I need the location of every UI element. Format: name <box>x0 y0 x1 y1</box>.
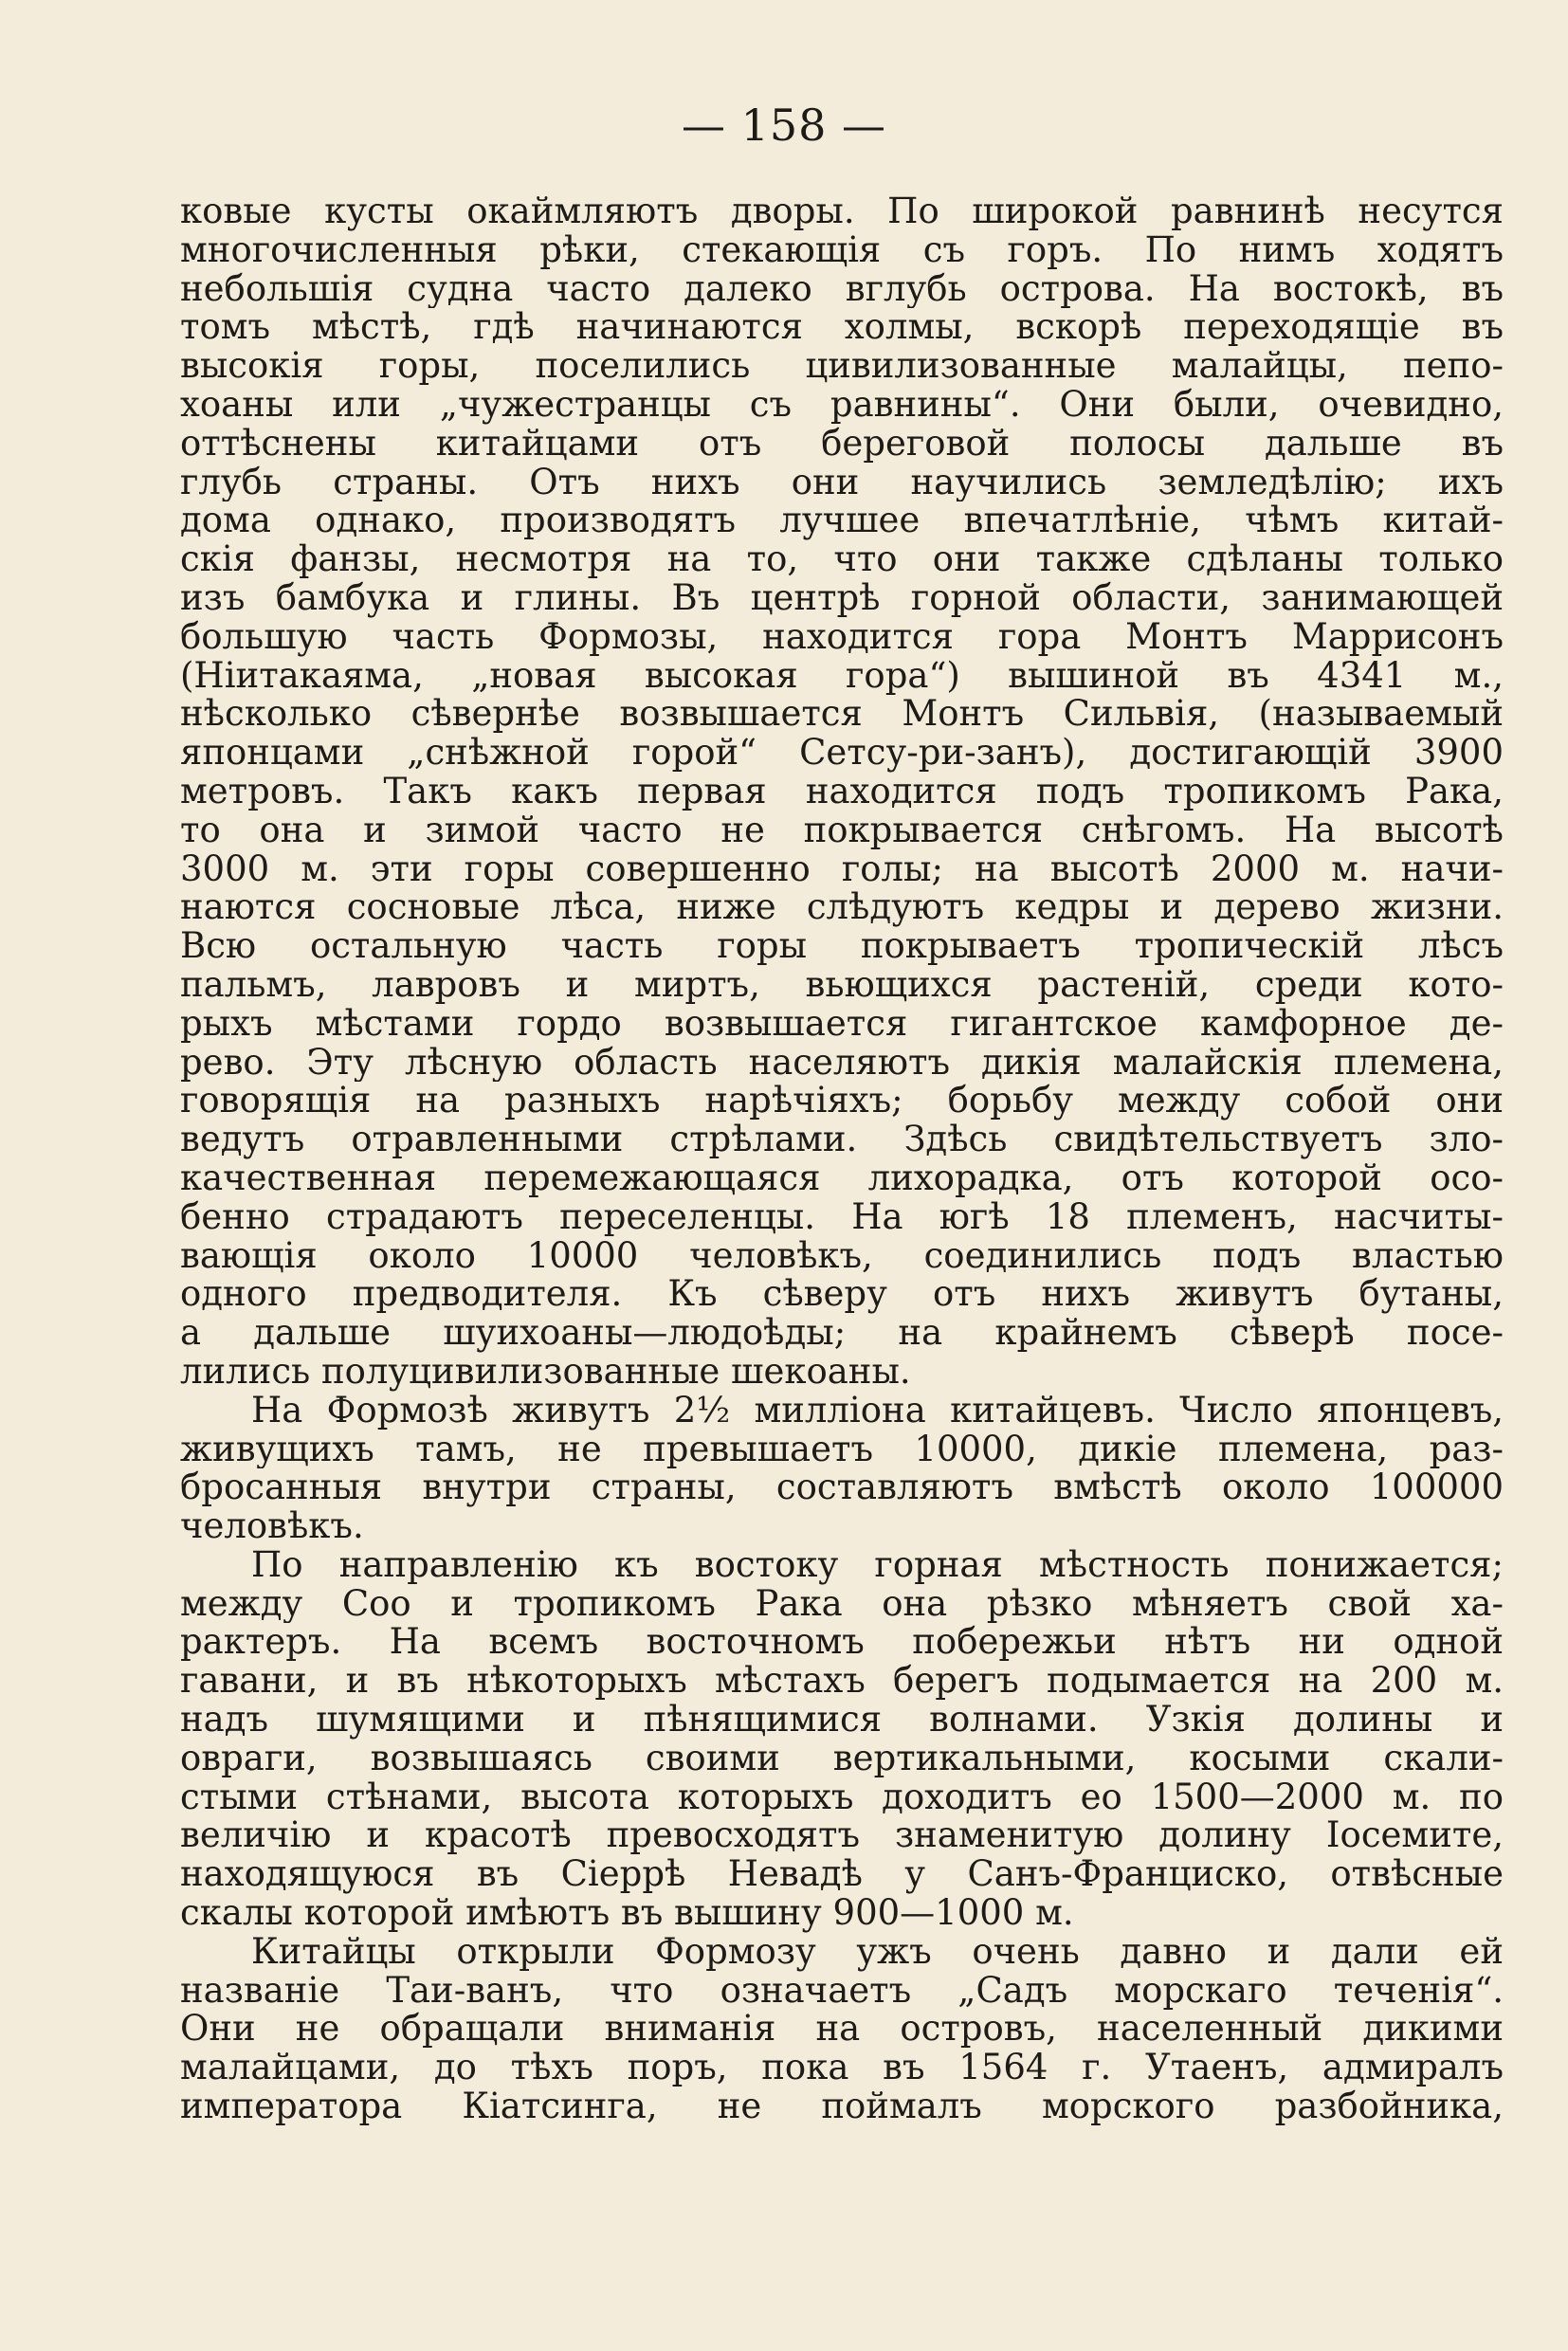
text-line: На Формозѣ живутъ 2½ милліона китайцевъ. Число японцевъ, <box>251 1391 1504 1431</box>
text-line: надъ шумящими и пѣнящимися волнами. Узкія долины и <box>180 1701 1504 1740</box>
text-line: наются сосновые лѣса, ниже слѣдуютъ кедры и дерево жизни. <box>180 888 1504 928</box>
text-line: многочисленныя рѣки, стекающія съ горъ. По нимъ ходятъ <box>180 230 1504 270</box>
text-line: малайцами, до тѣхъ поръ, пока въ 1564 г. Утаенъ, адмиралъ <box>180 2049 1504 2088</box>
text-line: находящуюся въ Сіеррѣ Невадѣ у Санъ-Франциско, отвѣсные <box>180 1855 1504 1895</box>
text-line: между Соо и тропикомъ Рака она рѣзко мѣняетъ свой ха- <box>180 1584 1504 1624</box>
text-line: томъ мѣстѣ, гдѣ начинаются холмы, вскорѣ переходящіе въ <box>180 308 1504 348</box>
text-line: пальмъ, лавровъ и миртъ, вьющихся растеній, среди кото- <box>180 965 1504 1005</box>
text-line: а дальше шуихоаны—людоѣды; на крайнемъ сѣверѣ посе- <box>180 1314 1504 1353</box>
text-line: Они не обращали вниманія на островъ, населенный дикими <box>180 2010 1504 2050</box>
text-line: бросанныя внутри страны, составляютъ вмѣстѣ около 100000 <box>180 1468 1504 1508</box>
text-line: метровъ. Такъ какъ первая находится подъ тропикомъ Рака, <box>180 772 1504 811</box>
text-line: названіе Таи-ванъ, что означаетъ „Садъ морскаго теченія“. <box>180 1971 1504 2011</box>
text-line: величію и красотѣ превосходятъ знаменитую долину Іосемите, <box>180 1816 1504 1856</box>
text-line: дома однако, производятъ лучшее впечатлѣніе, чѣмъ китай- <box>180 501 1504 541</box>
text-line: небольшія судна часто далеко вглубь острова. На востокѣ, въ <box>180 269 1504 309</box>
text-line: императора Кіатсинга, не поймалъ морского разбойника, <box>180 2087 1504 2126</box>
text-line: глубь страны. Отъ нихъ они научились земледѣлію; ихъ <box>180 463 1504 502</box>
text-line: хоаны или „чужестранцы съ равнины“. Они были, очевидно, <box>180 385 1504 425</box>
text-line: рыхъ мѣстами гордо возвышается гигантское камфорное де- <box>180 1004 1504 1044</box>
text-line: По направленію къ востоку горная мѣстность понижается; <box>251 1545 1504 1585</box>
text-line: высокія горы, поселились цивилизованные малайцы, пепо- <box>180 347 1504 386</box>
text-line: ковые кусты окаймляютъ дворы. По широкой равнинѣ несутся <box>180 192 1504 231</box>
text-line: рево. Эту лѣсную область населяютъ дикія малайскія племена, <box>180 1043 1504 1083</box>
text-line: человѣкъ. <box>180 1507 364 1546</box>
page-number: — 158 — <box>681 100 887 151</box>
text-line: одного предводителя. Къ сѣверу отъ нихъ живутъ бутаны, <box>180 1275 1504 1315</box>
text-line: то она и зимой часто не покрывается снѣгомъ. На высотѣ <box>180 811 1504 850</box>
text-line: говорящія на разныхъ нарѣчіяхъ; борьбу между собой они <box>180 1082 1504 1121</box>
text-line: (Ніитакаяма, „новая высокая гора“) вышиной въ 4341 м., <box>180 656 1504 696</box>
text-line: вающія около 10000 человѣкъ, соединились подъ властью <box>180 1236 1504 1276</box>
text-line: живущихъ тамъ, не превышаетъ 10000, дикіе племена, раз- <box>180 1430 1504 1469</box>
text-line: лились полуцивилизованные шекоаны. <box>180 1352 911 1392</box>
text-line: скалы которой имѣютъ въ вышину 900—1000 м. <box>180 1894 1074 1933</box>
page-text <box>180 192 1504 2126</box>
text-line: нѣсколько сѣвернѣе возвышается Монтъ Сильвія, (называемый <box>180 695 1504 735</box>
text-line: оттѣснены китайцами отъ береговой полосы дальше въ <box>180 424 1504 464</box>
text-line: ведутъ отравленными стрѣлами. Здѣсь свидѣтельствуетъ зло- <box>180 1121 1504 1159</box>
text-line: изъ бамбука и глины. Въ центрѣ горной области, занимающей <box>180 578 1504 618</box>
text-line: японцами „снѣжной горой“ Сетсу-ри-занъ), достигающій 3900 <box>180 734 1504 773</box>
text-line: гавани, и въ нѣкоторыхъ мѣстахъ берегъ подымается на 200 м. <box>180 1662 1504 1702</box>
text-line: Китайцы открыли Формозу ужъ очень давно и дали ей <box>251 1932 1504 1972</box>
text-line: рактеръ. На всемъ восточномъ побережьи нѣтъ ни одной <box>180 1623 1504 1663</box>
text-line: Всю остальную часть горы покрываетъ тропическій лѣсъ <box>180 927 1504 966</box>
text-line: качественная перемежающаяся лихорадка, отъ которой осо- <box>180 1158 1504 1198</box>
text-line: стыми стѣнами, высота которыхъ доходитъ ео 1500—2000 м. по <box>180 1777 1504 1817</box>
text-line: овраги, возвышаясь своими вертикальными, косыми скали- <box>180 1739 1504 1778</box>
text-line: 3000 м. эти горы совершенно голы; на высотѣ 2000 м. начи- <box>180 849 1504 889</box>
text-line: скія фанзы, несмотря на то, что они также сдѣланы только <box>180 540 1504 579</box>
text-line: бенно страдаютъ переселенцы. На югѣ 18 племенъ, насчиты- <box>180 1197 1504 1237</box>
text-line: большую часть Формозы, находится гора Монтъ Маррисонъ <box>180 617 1504 657</box>
